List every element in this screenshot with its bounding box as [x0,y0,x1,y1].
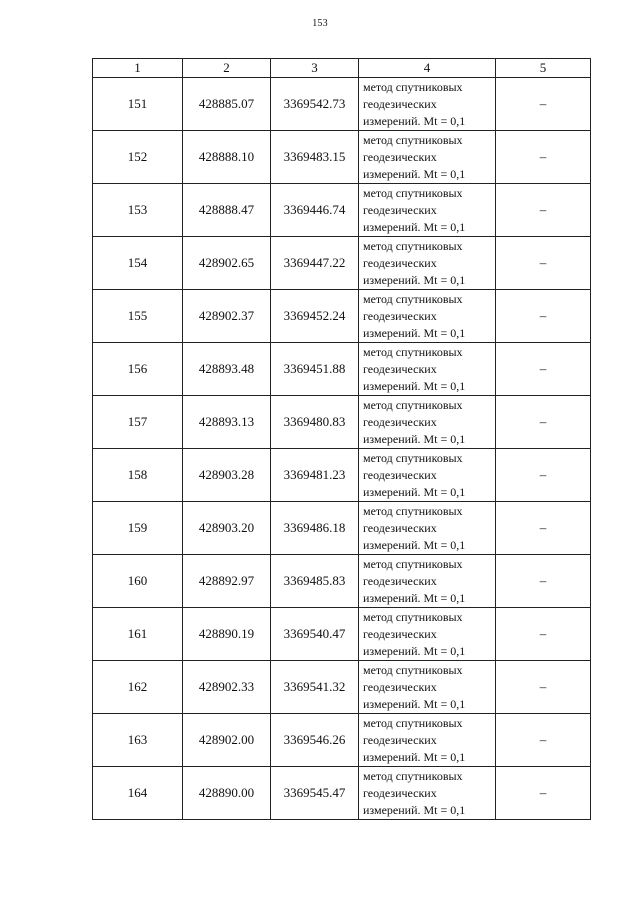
y-coordinate-cell: 3369485.83 [271,555,359,608]
method-cell [359,502,496,555]
note-cell: – [496,131,591,184]
method-text-line: измерений. Mt = 0,1 [363,590,466,605]
method-text-line: геодезических [363,308,437,323]
point-number-cell: 157 [93,396,183,449]
table-row [93,237,591,290]
note-cell: – [496,184,591,237]
x-coordinate-cell: 428888.47 [183,184,271,237]
y-coordinate-cell: 3369451.88 [271,343,359,396]
method-cell [359,343,496,396]
coordinates-table [92,58,591,820]
x-coordinate-cell: 428890.00 [183,767,271,820]
x-coordinate-cell: 428885.07 [183,78,271,131]
method-cell [359,608,496,661]
point-number-cell: 152 [93,131,183,184]
method-text-line: измерений. Mt = 0,1 [363,272,466,287]
method-cell [359,661,496,714]
table-row [93,449,591,502]
page-number: 153 [312,18,328,29]
table-row [93,131,591,184]
y-coordinate-cell: 3369446.74 [271,184,359,237]
method-text-line: метод спутниковых [363,556,463,571]
point-number-cell: 155 [93,290,183,343]
table-row [93,767,591,820]
note-cell: – [496,714,591,767]
method-text-line: метод спутниковых [363,344,463,359]
x-coordinate-cell: 428888.10 [183,131,271,184]
method-text-line: геодезических [363,202,437,217]
y-coordinate-cell: 3369480.83 [271,396,359,449]
method-text-line: измерений. Mt = 0,1 [363,802,466,817]
y-coordinate-cell: 3369452.24 [271,290,359,343]
column-header-1: 1 [93,59,183,78]
method-cell [359,184,496,237]
method-text-line: измерений. Mt = 0,1 [363,431,466,446]
note-cell: – [496,767,591,820]
method-text-line: метод спутниковых [363,609,463,624]
point-number-cell: 151 [93,78,183,131]
method-text-line: геодезических [363,149,437,164]
x-coordinate-cell: 428903.20 [183,502,271,555]
method-text-line: измерений. Mt = 0,1 [363,378,466,393]
method-text-line: измерений. Mt = 0,1 [363,484,466,499]
method-cell [359,396,496,449]
column-header-2: 2 [183,59,271,78]
point-number-cell: 162 [93,661,183,714]
x-coordinate-cell: 428902.33 [183,661,271,714]
x-coordinate-cell: 428892.97 [183,555,271,608]
x-coordinate-cell: 428902.65 [183,237,271,290]
method-text-line: геодезических [363,732,437,747]
note-cell: – [496,78,591,131]
method-text-line: метод спутниковых [363,503,463,518]
method-text-line: метод спутниковых [363,79,463,94]
x-coordinate-cell: 428902.37 [183,290,271,343]
table-row [93,290,591,343]
y-coordinate-cell: 3369545.47 [271,767,359,820]
x-coordinate-cell: 428902.00 [183,714,271,767]
column-header-4: 4 [359,59,496,78]
y-coordinate-cell: 3369481.23 [271,449,359,502]
point-number-cell: 161 [93,608,183,661]
point-number-cell: 163 [93,714,183,767]
x-coordinate-cell: 428890.19 [183,608,271,661]
note-cell: – [496,396,591,449]
method-text-line: геодезических [363,626,437,641]
table-row [93,555,591,608]
note-cell: – [496,290,591,343]
method-text-line: метод спутниковых [363,238,463,253]
method-cell [359,767,496,820]
column-header-3: 3 [271,59,359,78]
method-text-line: геодезических [363,679,437,694]
method-cell [359,290,496,343]
method-cell [359,237,496,290]
table-row [93,78,591,131]
table-row [93,661,591,714]
column-header-5: 5 [496,59,591,78]
method-text-line: геодезических [363,255,437,270]
method-cell [359,555,496,608]
y-coordinate-cell: 3369486.18 [271,502,359,555]
method-text-line: метод спутниковых [363,185,463,200]
note-cell: – [496,449,591,502]
method-text-line: измерений. Mt = 0,1 [363,749,466,764]
table-row [93,396,591,449]
table-body [93,78,591,820]
method-text-line: измерений. Mt = 0,1 [363,325,466,340]
method-cell [359,131,496,184]
method-text-line: метод спутниковых [363,768,463,783]
method-text-line: метод спутниковых [363,450,463,465]
point-number-cell: 154 [93,237,183,290]
method-text-line: измерений. Mt = 0,1 [363,696,466,711]
method-text-line: геодезических [363,361,437,376]
y-coordinate-cell: 3369542.73 [271,78,359,131]
table-row [93,608,591,661]
y-coordinate-cell: 3369447.22 [271,237,359,290]
y-coordinate-cell: 3369541.32 [271,661,359,714]
point-number-cell: 164 [93,767,183,820]
method-text-line: геодезических [363,573,437,588]
point-number-cell: 159 [93,502,183,555]
note-cell: – [496,608,591,661]
table-row [93,184,591,237]
table-row [93,502,591,555]
table-header-row [93,59,591,78]
method-text-line: метод спутниковых [363,132,463,147]
method-text-line: метод спутниковых [363,662,463,677]
y-coordinate-cell: 3369546.26 [271,714,359,767]
y-coordinate-cell: 3369483.15 [271,131,359,184]
table-row [93,343,591,396]
point-number-cell: 156 [93,343,183,396]
point-number-cell: 160 [93,555,183,608]
method-text-line: геодезических [363,520,437,535]
note-cell: – [496,237,591,290]
method-text-line: измерений. Mt = 0,1 [363,537,466,552]
method-cell [359,78,496,131]
point-number-cell: 158 [93,449,183,502]
point-number-cell: 153 [93,184,183,237]
table-row [93,714,591,767]
method-text-line: метод спутниковых [363,291,463,306]
method-text-line: измерений. Mt = 0,1 [363,166,466,181]
method-text-line: метод спутниковых [363,397,463,412]
method-text-line: геодезических [363,785,437,800]
method-text-line: геодезических [363,467,437,482]
method-text-line: измерений. Mt = 0,1 [363,643,466,658]
note-cell: – [496,661,591,714]
method-cell [359,714,496,767]
method-text-line: измерений. Mt = 0,1 [363,219,466,234]
note-cell: – [496,555,591,608]
method-text-line: метод спутниковых [363,715,463,730]
x-coordinate-cell: 428893.13 [183,396,271,449]
method-text-line: геодезических [363,96,437,111]
x-coordinate-cell: 428903.28 [183,449,271,502]
note-cell: – [496,343,591,396]
y-coordinate-cell: 3369540.47 [271,608,359,661]
x-coordinate-cell: 428893.48 [183,343,271,396]
method-text-line: измерений. Mt = 0,1 [363,113,466,128]
method-cell [359,449,496,502]
method-text-line: геодезических [363,414,437,429]
note-cell: – [496,502,591,555]
